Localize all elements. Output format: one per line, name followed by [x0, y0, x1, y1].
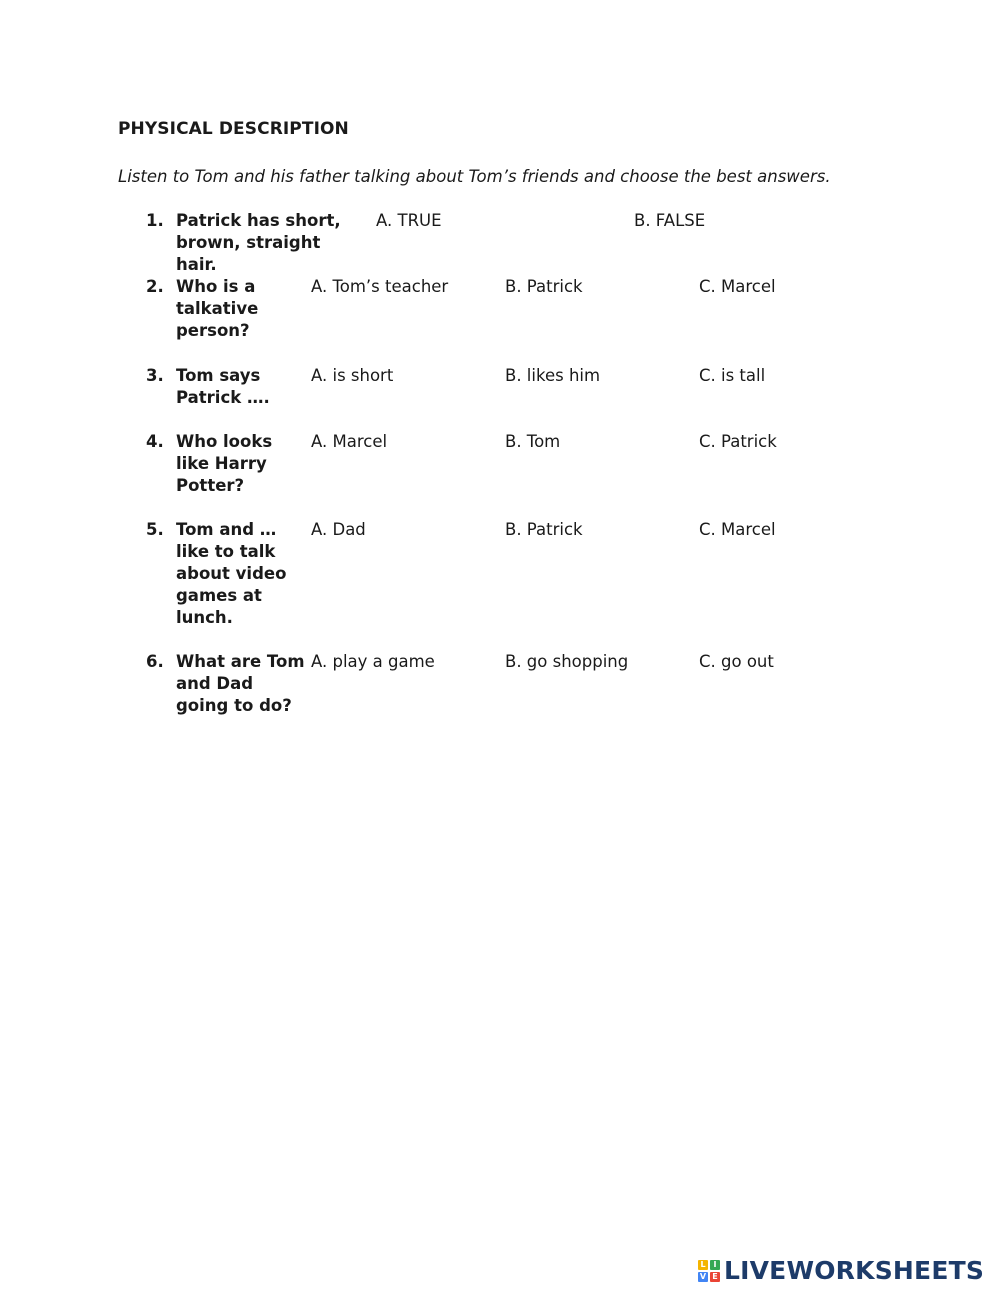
- logo-letter: V: [699, 1272, 707, 1281]
- page-title: PHYSICAL DESCRIPTION: [118, 119, 349, 139]
- option-b[interactable]: B. Tom: [505, 432, 561, 451]
- option-b[interactable]: B. Patrick: [505, 520, 583, 539]
- option-a[interactable]: A. TRUE: [376, 211, 442, 230]
- logo-mark-icon: [698, 1260, 720, 1282]
- question-text: Who looks like Harry Potter?: [176, 432, 273, 495]
- option-c[interactable]: C. go out: [699, 652, 774, 671]
- question-text: Who is a talkative person?: [176, 277, 259, 340]
- option-a[interactable]: A. Marcel: [311, 432, 388, 451]
- option-b[interactable]: B. Patrick: [505, 277, 583, 296]
- question-number: 4.: [146, 432, 164, 451]
- question-text: Patrick has short, brown, straight hair.: [176, 211, 341, 274]
- question-number: 6.: [146, 652, 164, 671]
- question-number: 5.: [146, 520, 164, 539]
- option-a[interactable]: A. Tom’s teacher: [311, 277, 449, 296]
- option-c[interactable]: C. Patrick: [699, 432, 777, 451]
- question-number: 2.: [146, 277, 164, 296]
- instructions: Listen to Tom and his father talking about Tom’s friends and choose the best answers.: [118, 167, 831, 186]
- question-text: Tom says Patrick ….: [176, 366, 270, 407]
- question-number: 1.: [146, 211, 164, 230]
- question-number: 3.: [146, 366, 164, 385]
- option-a[interactable]: A. play a game: [311, 652, 435, 671]
- option-c[interactable]: C. is tall: [699, 366, 766, 385]
- liveworksheets-logo: [698, 1256, 984, 1286]
- logo-letter: I: [710, 1260, 720, 1270]
- option-a[interactable]: A. is short: [311, 366, 394, 385]
- logo-text: LIVEWORKSHEETS: [724, 1256, 985, 1285]
- question-text: Tom and …like to talk about video games at lunch.: [176, 520, 287, 627]
- option-c[interactable]: C. Marcel: [699, 520, 776, 539]
- logo-letter: E: [710, 1272, 720, 1282]
- option-b[interactable]: B. go shopping: [505, 652, 629, 671]
- option-b[interactable]: B. FALSE: [634, 211, 706, 230]
- logo-letter: L: [698, 1260, 708, 1270]
- option-c[interactable]: C. Marcel: [699, 277, 776, 296]
- option-a[interactable]: A. Dad: [311, 520, 366, 539]
- question-text: What are Tom and Dad going to do?: [176, 652, 305, 715]
- option-b[interactable]: B. likes him: [505, 366, 601, 385]
